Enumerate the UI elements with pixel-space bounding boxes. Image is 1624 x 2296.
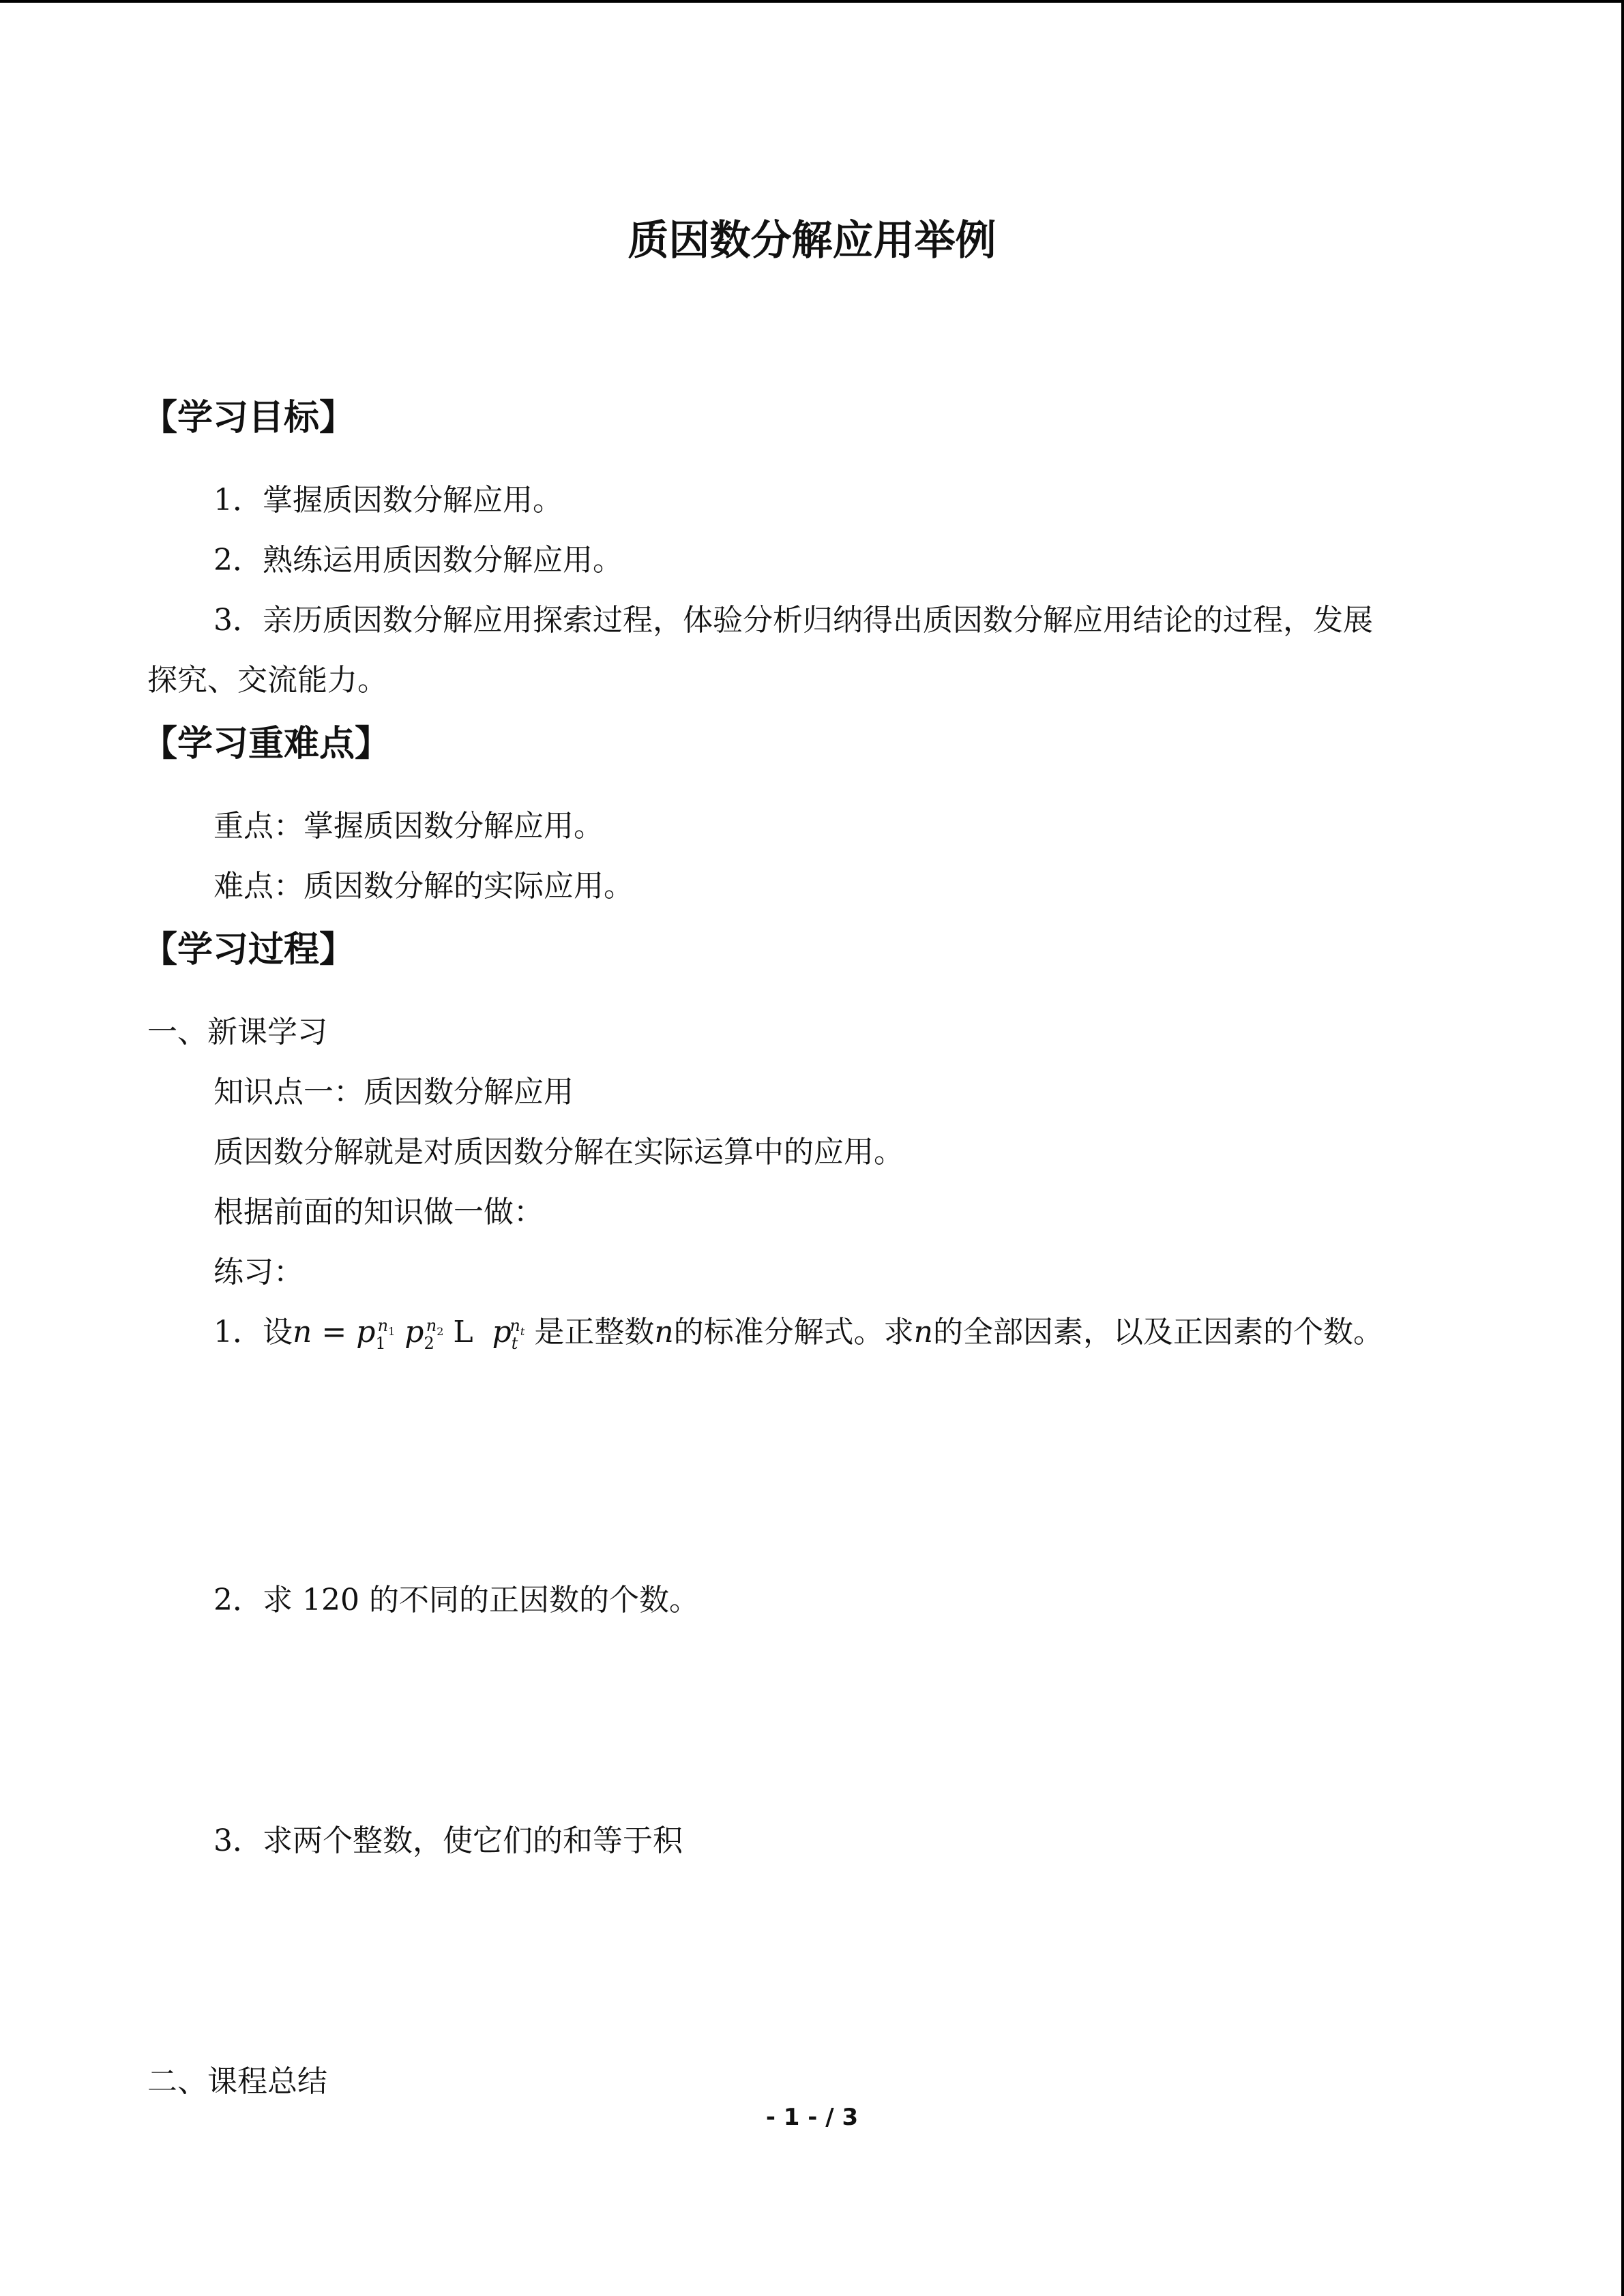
exercise-1 [213, 1307, 1383, 1353]
goal-item-3-cont: 探究、交流能力。 [147, 663, 387, 698]
goal-item-1: 1．掌握质因数分解应用。 [213, 483, 563, 518]
exercise-3: 3．求两个整数，使它们的和等于积 [213, 1823, 683, 1858]
knowledge-desc: 质因数分解就是对质因数分解在实际运算中的应用。 [213, 1135, 904, 1169]
page-border-right [1621, 0, 1624, 2296]
section-heading-key: 【学习重难点】 [142, 724, 391, 764]
document-title: 质因数分解应用举例 [628, 217, 996, 265]
goal-item-2: 2．熟练运用质因数分解应用。 [213, 543, 623, 578]
difficult-point: 难点：质因数分解的实际应用。 [213, 869, 634, 904]
section-heading-goals: 【学习目标】 [142, 398, 355, 438]
section-heading-process: 【学习过程】 [142, 929, 355, 970]
exercise-2: 2．求 120 的不同的正因数的个数。 [213, 1583, 699, 1617]
exercise-1-text-a: 是正整数 [534, 1315, 655, 1350]
factorization-formula: $n = p_1^{n_1}$ $p_2^{n_2}$ L $p_t^{n_t}$ [293, 1315, 525, 1353]
page-number-footer: - 1 - / 3 [765, 2104, 859, 2131]
goal-item-3: 3．亲历质因数分解应用探索过程，体验分析归纳得出质因数分解应用结论的过程，发展 [213, 603, 1373, 638]
practice-intro: 根据前面的知识做一做： [213, 1195, 544, 1229]
practice-label: 练习： [213, 1255, 304, 1289]
part-two-heading: 二、课程总结 [147, 2064, 327, 2099]
knowledge-point: 知识点一：质因数分解应用 [213, 1075, 574, 1109]
var-n: n [654, 1315, 674, 1350]
part-one-heading: 一、新课学习 [147, 1015, 327, 1049]
key-point: 重点：掌握质因数分解应用。 [213, 809, 604, 844]
var-n: n [913, 1315, 934, 1350]
page-border-top [0, 0, 1624, 3]
exercise-1-prefix: 1．设 [213, 1315, 293, 1350]
exercise-1-text-c: 的全部因素，以及正因素的个数。 [933, 1315, 1384, 1350]
exercise-1-text-b: 的标准分解式。求 [673, 1315, 914, 1350]
